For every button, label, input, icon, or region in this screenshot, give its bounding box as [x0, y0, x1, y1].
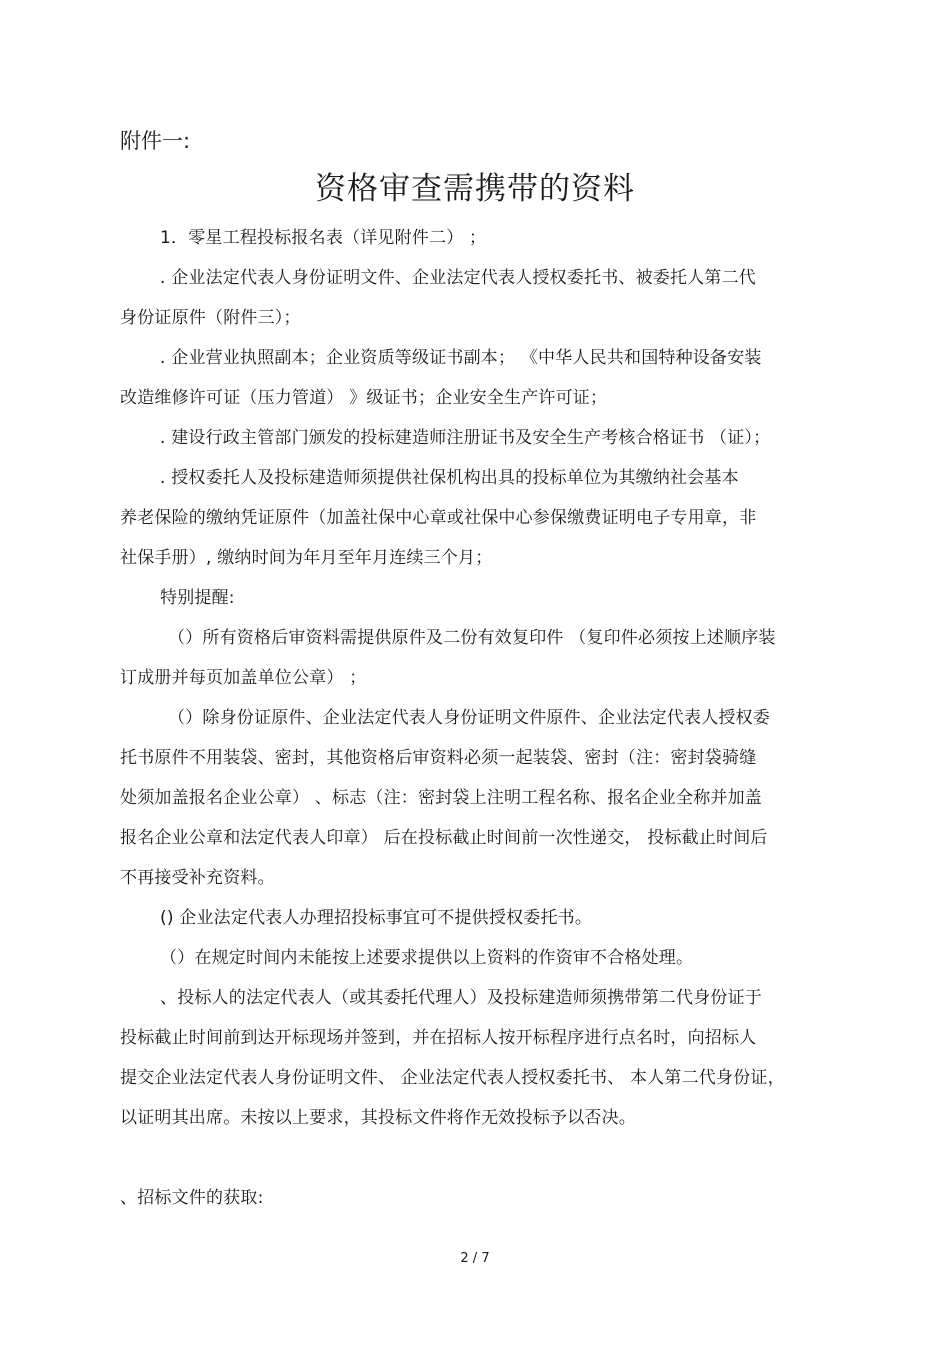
reminder-1-line-2: 订成册并每页加盖单位公章） ； — [120, 668, 367, 688]
section-tender-docs-heading: 、招标文件的获取: — [120, 1188, 264, 1208]
reminder-3-line: () 企业法定代表人办理招投标事宜可不提供授权委托书。 — [160, 908, 593, 928]
document-title: 资格审查需携带的资料 — [315, 171, 635, 207]
item-1-line: 1．零星工程投标报名表（详见附件二） ； — [160, 228, 487, 248]
section-attendance-line-2: 投标截止时间前到达开标现场并签到，并在招标人按开标程序进行点名时，向招标人 — [120, 1028, 757, 1048]
reminder-2-line-1: （）除身份证原件、企业法定代表人身份证明文件原件、企业法定代表人授权委 — [168, 708, 770, 728]
section-attendance-line-4: 以证明其出席。未按以上要求，其投标文件将作无效投标予以否决。 — [120, 1108, 636, 1128]
reminder-2-line-5: 不再接受补充资料。 — [120, 868, 275, 888]
item-5-line-3: 社保手册）, 缴纳时间为年月至年月连续三个月； — [120, 548, 493, 568]
reminder-1-line-1: （）所有资格后审资料需提供原件及二份有效复印件 （复印件必须按上述顺序装 — [168, 628, 776, 648]
attachment-label: 附件一: — [120, 129, 191, 153]
page-number: 2 / 7 — [460, 1251, 490, 1266]
section-attendance-line-1: 、投标人的法定代表人（或其委托代理人）及投标建造师须携带第二代身份证于 — [160, 988, 762, 1008]
item-2-line-2: 身份证原件（附件三）； — [120, 308, 301, 328]
item-3-line-2: 改造维修许可证（压力管道） 》级证书；企业安全生产许可证； — [120, 388, 608, 408]
reminder-2-line-4: 报名企业公章和法定代表人印章） 后在投标截止时间前一次性递交， 投标截止时间后 — [120, 828, 768, 848]
item-5-line-1: . 授权委托人及投标建造师须提供社保机构出具的投标单位为其缴纳社会基本 — [160, 468, 739, 488]
item-5-line-2: 养老保险的缴纳凭证原件（加盖社保中心章或社保中心参保缴费证明电子专用章，非 — [120, 508, 757, 528]
reminder-2-line-2: 托书原件不用装袋、密封，其他资格后审资料必须一起装袋、密封（注：密封袋骑缝 — [120, 748, 757, 768]
reminder-2-line-3: 处须加盖报名企业公章） 、标志（注：密封袋上注明工程名称、报名企业全称并加盖 — [120, 788, 763, 808]
item-2-line-1: . 企业法定代表人身份证明文件、企业法定代表人授权委托书、被委托人第二代 — [160, 268, 757, 288]
special-reminder-heading: 特别提醒: — [160, 588, 235, 608]
item-3-line-1: . 企业营业执照副本；企业资质等级证书副本； 《中华人民共和国特种设备安装 — [160, 348, 762, 368]
reminder-4-line: （）在规定时间内未能按上述要求提供以上资料的作资审不合格处理。 — [160, 948, 694, 968]
section-attendance-line-3: 提交企业法定代表人身份证明文件、 企业法定代表人授权委托书、 本人第二代身份证， — [120, 1068, 785, 1088]
item-4-line: . 建设行政主管部门颁发的投标建造师注册证书及安全生产考核合格证书 （证）； — [160, 428, 771, 448]
